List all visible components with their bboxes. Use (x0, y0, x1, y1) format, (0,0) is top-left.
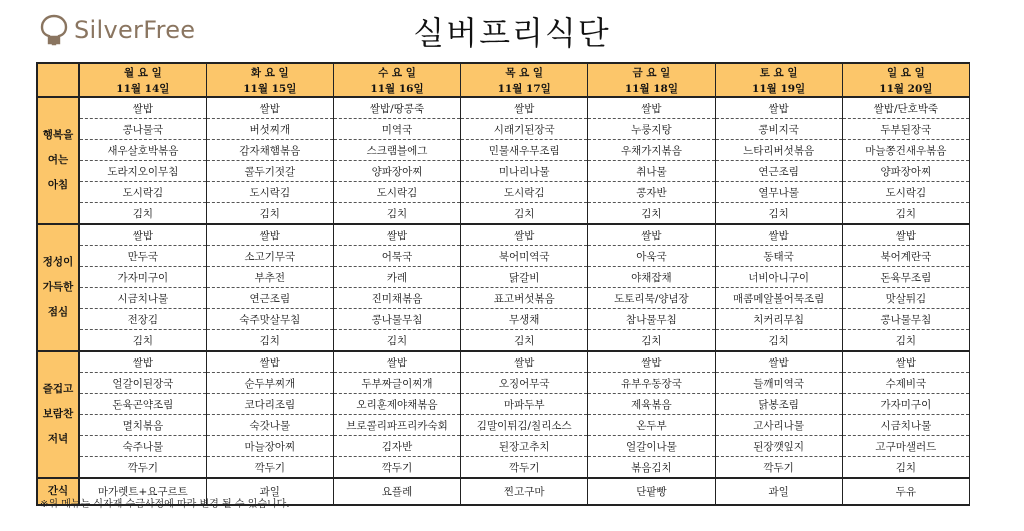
menu-item: 쌀밥 (715, 224, 842, 246)
meal-label-line: 행복을 (42, 129, 74, 141)
menu-item: 들깨미역국 (715, 373, 842, 394)
menu-item: 진미채볶음 (333, 288, 460, 309)
menu-item: 미나리나물 (461, 161, 588, 182)
menu-item: 전장김 (79, 309, 206, 330)
menu-item: 콩나물국 (79, 119, 206, 140)
menu-row (37, 394, 970, 415)
menu-item: 만두국 (79, 246, 206, 267)
menu-item: 브로콜리파프리카숙회 (333, 415, 460, 436)
meal-label-line: 즐겁고 (42, 383, 74, 395)
menu-item: 무생채 (461, 309, 588, 330)
snack-item: 마가렛트+요구르트 (79, 478, 206, 505)
menu-item: 소고기무국 (206, 246, 333, 267)
menu-item: 쌀밥 (461, 351, 588, 373)
menu-item: 두부짜글이찌개 (333, 373, 460, 394)
menu-item: 닭갈비 (461, 267, 588, 288)
menu-item: 콩비지국 (715, 119, 842, 140)
menu-row (37, 436, 970, 457)
menu-row (37, 119, 970, 140)
menu-item: 김말이튀김/칠리소스 (461, 415, 588, 436)
menu-item: 동태국 (715, 246, 842, 267)
menu-item: 오징어무국 (461, 373, 588, 394)
menu-item: 마늘쫑건새우볶음 (842, 140, 969, 161)
menu-item: 쌀밥/단호박죽 (842, 97, 969, 119)
menu-row (37, 351, 970, 373)
menu-item: 김치 (206, 330, 333, 352)
date-header: 11월 17일 (461, 80, 588, 97)
menu-item: 숙갓나물 (206, 415, 333, 436)
menu-item: 새우살호박볶음 (79, 140, 206, 161)
menu-item: 느타리버섯볶음 (715, 140, 842, 161)
snack-item: 과일 (206, 478, 333, 505)
menu-item: 김치 (842, 330, 969, 352)
menu-item: 북어미역국 (461, 246, 588, 267)
menu-item: 콩나물무침 (842, 309, 969, 330)
menu-item: 쌀밥 (588, 97, 715, 119)
menu-item: 돈육무조림 (842, 267, 969, 288)
date-header: 11월 14일 (79, 80, 206, 97)
menu-item: 아욱국 (588, 246, 715, 267)
day-header: 금 요 일 (588, 63, 715, 80)
meal-label-line: 정성이 (42, 256, 74, 268)
menu-item: 스크램블에그 (333, 140, 460, 161)
menu-row (37, 309, 970, 330)
menu-item: 도시락김 (842, 182, 969, 203)
menu-item: 가자미구이 (79, 267, 206, 288)
menu-item: 우채가지볶음 (588, 140, 715, 161)
menu-item: 연근조림 (206, 288, 333, 309)
menu-item: 김치 (333, 330, 460, 352)
meal-label-line: 보람찬 (42, 408, 74, 420)
menu-item: 멸치볶음 (79, 415, 206, 436)
menu-item: 쌀밥 (79, 97, 206, 119)
menu-item: 북어계란국 (842, 246, 969, 267)
menu-item: 김치 (206, 203, 333, 225)
menu-row (37, 415, 970, 436)
menu-item: 도시락김 (333, 182, 460, 203)
menu-item: 닭봉조림 (715, 394, 842, 415)
menu-item: 얼갈이된장국 (79, 373, 206, 394)
menu-item: 치커리무침 (715, 309, 842, 330)
menu-item: 연근조림 (715, 161, 842, 182)
day-header: 토 요 일 (715, 63, 842, 80)
menu-item: 쌀밥 (588, 351, 715, 373)
menu-item: 고구마샐러드 (842, 436, 969, 457)
menu-item: 쌀밥 (333, 351, 460, 373)
menu-item: 부추전 (206, 267, 333, 288)
menu-item: 김자반 (333, 436, 460, 457)
menu-row (37, 330, 970, 352)
snack-item: 과일 (715, 478, 842, 505)
menu-item: 김치 (79, 330, 206, 352)
menu-item: 유부우동장국 (588, 373, 715, 394)
meal-label-line: 아침 (47, 179, 69, 191)
menu-item: 숙주맛살무침 (206, 309, 333, 330)
brand-name: SilverFree (74, 16, 196, 44)
menu-item: 카레 (333, 267, 460, 288)
menu-item: 누룽지탕 (588, 119, 715, 140)
meal-label (37, 351, 79, 478)
day-header: 일 요 일 (842, 63, 969, 80)
menu-item: 도토리묵/양념장 (588, 288, 715, 309)
menu-item: 쌀밥/땅콩죽 (333, 97, 460, 119)
menu-item: 온두부 (588, 415, 715, 436)
meal-label-line: 점심 (47, 306, 69, 318)
menu-item: 쌀밥 (715, 97, 842, 119)
menu-item: 도시락김 (206, 182, 333, 203)
menu-item: 수제비국 (842, 373, 969, 394)
menu-item: 마늘장아찌 (206, 436, 333, 457)
snack-label: 간식 (37, 478, 79, 505)
menu-row (37, 182, 970, 203)
menu-item: 김치 (588, 330, 715, 352)
menu-row (37, 246, 970, 267)
date-header: 11월 18일 (588, 80, 715, 97)
menu-item: 열무나물 (715, 182, 842, 203)
snack-item: 두유 (842, 478, 969, 505)
menu-item: 김치 (842, 457, 969, 479)
menu-item: 쌀밥 (206, 224, 333, 246)
day-header: 목 요 일 (461, 63, 588, 80)
menu-item: 시금치나물 (842, 415, 969, 436)
menu-item: 도시락김 (461, 182, 588, 203)
menu-item: 취나물 (588, 161, 715, 182)
menu-item: 쌀밥 (461, 97, 588, 119)
menu-item: 된장깻잎지 (715, 436, 842, 457)
meal-label-line: 저녁 (47, 433, 69, 445)
menu-item: 매콤메알볼어묵조림 (715, 288, 842, 309)
menu-item: 참나물무침 (588, 309, 715, 330)
menu-item: 버섯찌개 (206, 119, 333, 140)
date-header: 11월 16일 (333, 80, 460, 97)
menu-item: 야채잡채 (588, 267, 715, 288)
menu-row (37, 224, 970, 246)
day-header: 화 요 일 (206, 63, 333, 80)
day-header: 월 요 일 (79, 63, 206, 80)
menu-item: 김치 (715, 330, 842, 352)
menu-item: 깍두기 (333, 457, 460, 479)
menu-item: 순두부찌개 (206, 373, 333, 394)
menu-item: 김치 (79, 203, 206, 225)
menu-item: 도라지오이무침 (79, 161, 206, 182)
snack-item: 단팥빵 (588, 478, 715, 505)
menu-item: 깍두기 (206, 457, 333, 479)
menu-item: 맛살튀김 (842, 288, 969, 309)
date-header: 11월 15일 (206, 80, 333, 97)
menu-table (36, 62, 970, 506)
date-header: 11월 20일 (842, 80, 969, 97)
menu-item: 쌀밥 (461, 224, 588, 246)
page-title: 실버프리식단 (413, 14, 611, 52)
meal-label (37, 97, 79, 224)
menu-item: 너비아니구이 (715, 267, 842, 288)
day-header: 수 요 일 (333, 63, 460, 80)
menu-item: 양파장아찌 (842, 161, 969, 182)
menu-item: 볶음김치 (588, 457, 715, 479)
menu-item: 깍두기 (715, 457, 842, 479)
menu-item: 숙주나물 (79, 436, 206, 457)
menu-item: 마파두부 (461, 394, 588, 415)
menu-item: 된장고추치 (461, 436, 588, 457)
menu-item: 김치 (588, 203, 715, 225)
menu-row (37, 373, 970, 394)
menu-item: 쌀밥 (842, 224, 969, 246)
menu-row (37, 267, 970, 288)
menu-item: 얼갈이나물 (588, 436, 715, 457)
meal-label-line: 여는 (47, 154, 69, 166)
menu-item: 감자채햄볶음 (206, 140, 333, 161)
date-header: 11월 19일 (715, 80, 842, 97)
menu-item: 콩나물무침 (333, 309, 460, 330)
menu-item: 쌀밥 (79, 351, 206, 373)
menu-row (37, 140, 970, 161)
menu-item: 쌀밥 (79, 224, 206, 246)
footnote: ※위 메뉴는 식자재 수급사정에 따라 변경 될 수 있습니다. (40, 499, 290, 510)
menu-item: 김치 (333, 203, 460, 225)
meal-label (37, 224, 79, 351)
menu-item: 쌀밥 (206, 351, 333, 373)
menu-item: 표고버섯볶음 (461, 288, 588, 309)
menu-item: 오리훈제야채볶음 (333, 394, 460, 415)
menu-item: 도시락김 (79, 182, 206, 203)
menu-item: 김치 (461, 203, 588, 225)
snack-item: 요플레 (333, 478, 460, 505)
menu-item: 콜두기젓갈 (206, 161, 333, 182)
menu-item: 깍두기 (79, 457, 206, 479)
menu-row (37, 97, 970, 119)
menu-item: 김치 (461, 330, 588, 352)
snack-item: 찐고구마 (461, 478, 588, 505)
menu-item: 어묵국 (333, 246, 460, 267)
menu-item: 민물새우무조림 (461, 140, 588, 161)
menu-row (37, 288, 970, 309)
menu-item: 쌀밥 (588, 224, 715, 246)
menu-item: 콩자반 (588, 182, 715, 203)
menu-item: 김치 (715, 203, 842, 225)
meal-label-line: 가득한 (42, 281, 74, 293)
menu-item: 쌀밥 (842, 351, 969, 373)
menu-row (37, 161, 970, 182)
menu-item: 제육볶음 (588, 394, 715, 415)
menu-item: 쌀밥 (206, 97, 333, 119)
menu-item: 시금치나물 (79, 288, 206, 309)
header-corner (37, 63, 79, 97)
menu-item: 쌀밥 (333, 224, 460, 246)
menu-item: 미역국 (333, 119, 460, 140)
menu-item: 가자미구이 (842, 394, 969, 415)
menu-item: 김치 (842, 203, 969, 225)
menu-item: 양파장아찌 (333, 161, 460, 182)
menu-item: 쌀밥 (715, 351, 842, 373)
menu-item: 시래기된장국 (461, 119, 588, 140)
menu-item: 코다리조림 (206, 394, 333, 415)
menu-item: 두부된장국 (842, 119, 969, 140)
menu-item: 깍두기 (461, 457, 588, 479)
menu-row (37, 457, 970, 479)
menu-item: 돈육곤약조림 (79, 394, 206, 415)
menu-item: 고사리나물 (715, 415, 842, 436)
menu-row (37, 203, 970, 225)
